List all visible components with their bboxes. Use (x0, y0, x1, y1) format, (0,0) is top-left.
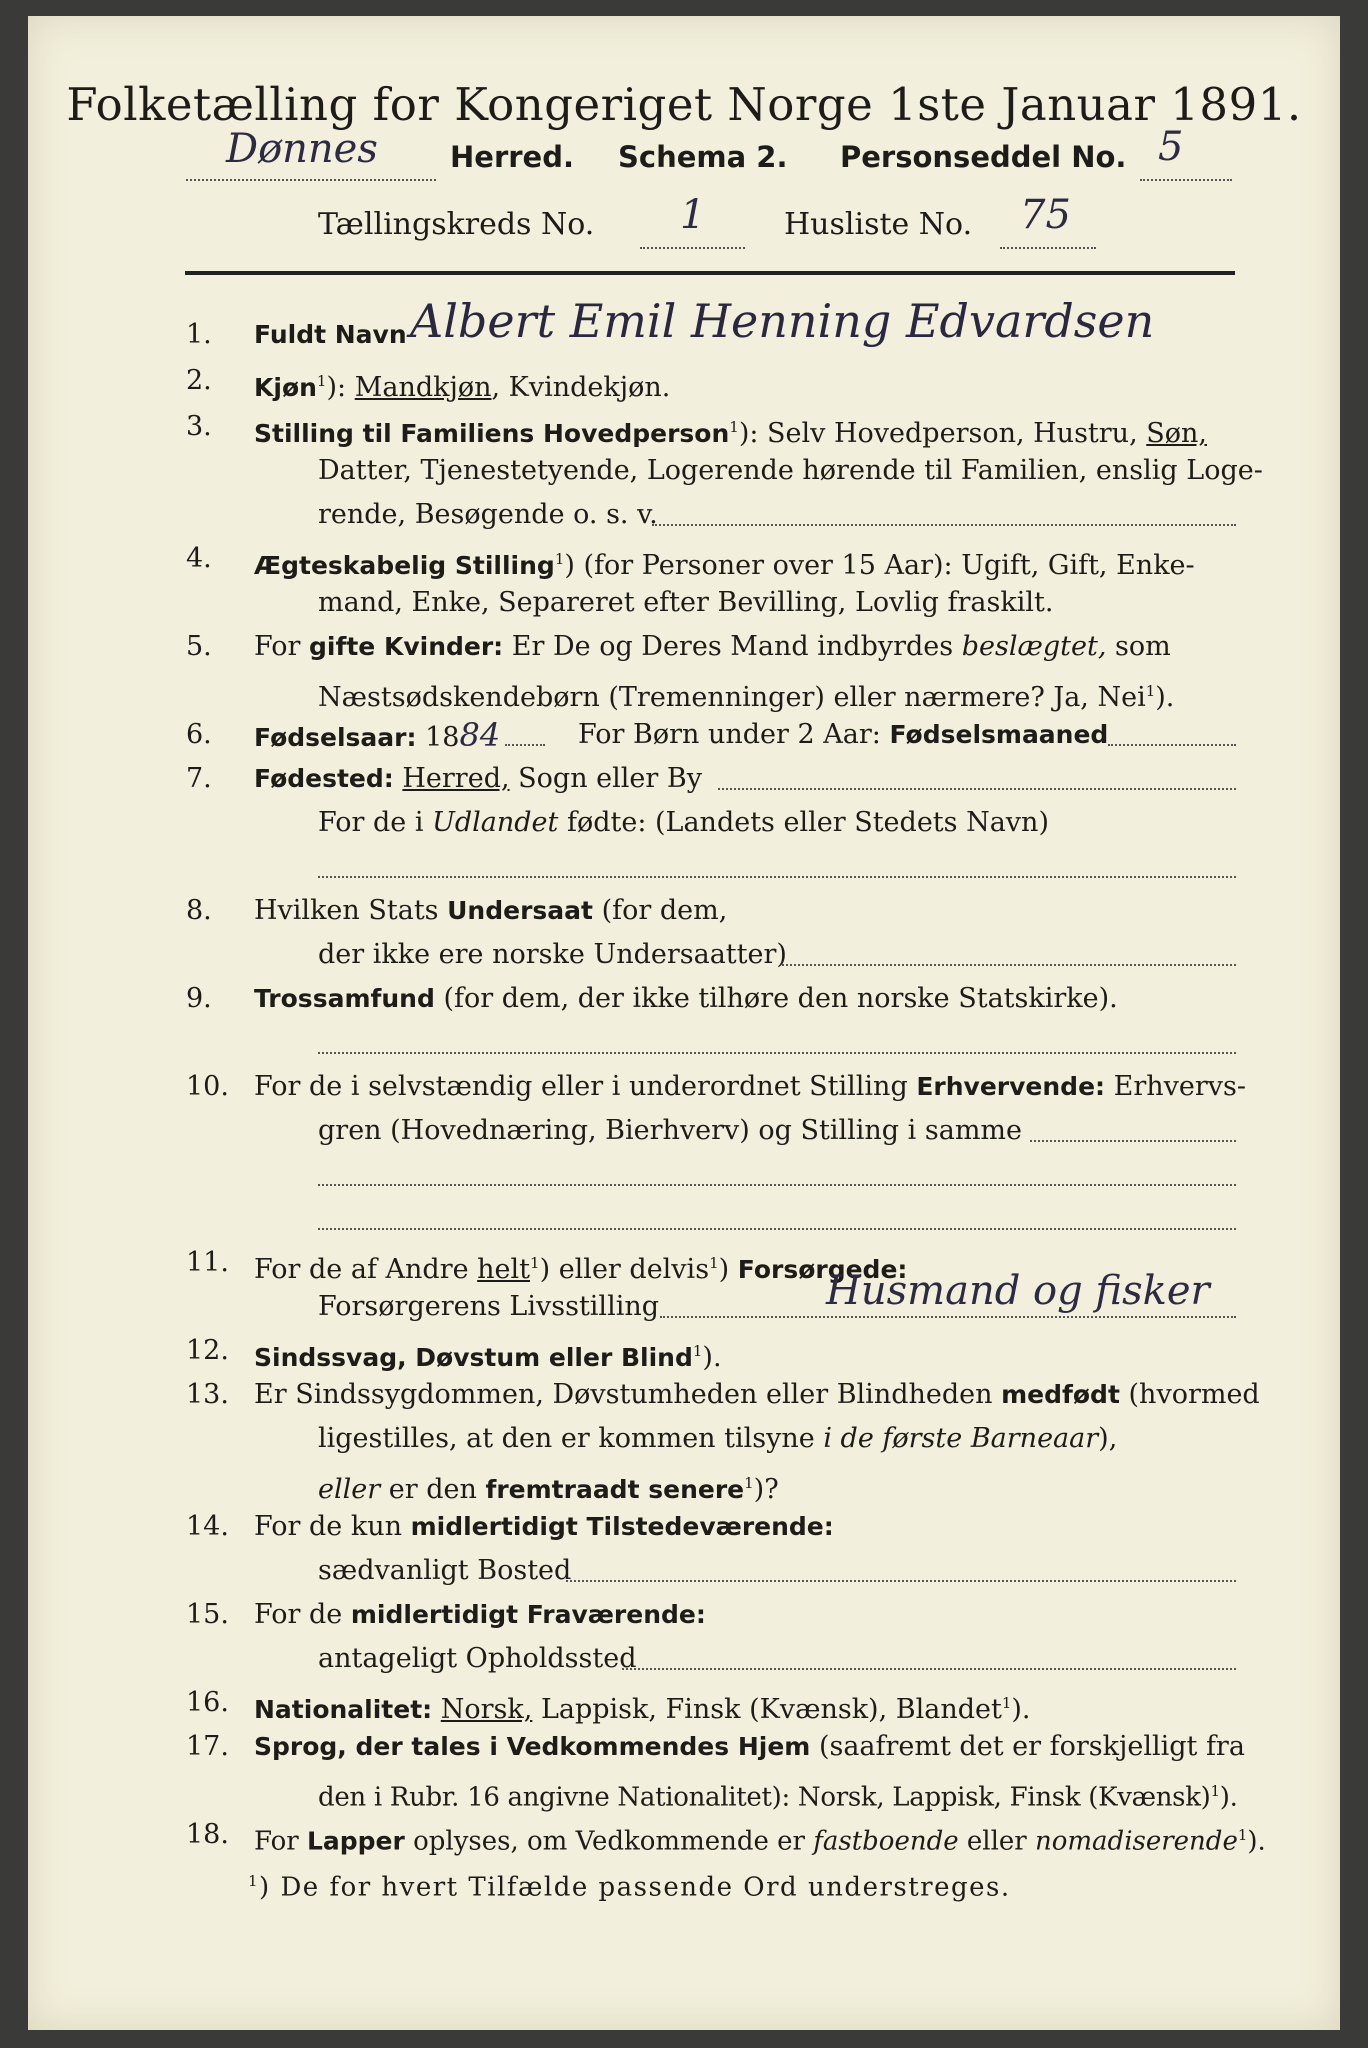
item-number: 1. (186, 319, 212, 350)
item-label: Fuldt Navn (254, 320, 407, 349)
footnote-marker: 1 (1001, 1694, 1012, 1712)
item-label: Nationalitet: (254, 1695, 433, 1724)
herred-label: Herred. (450, 140, 574, 174)
herred-value: Dønnes (226, 126, 378, 172)
footnote (248, 1872, 1011, 1903)
item-text: For de (254, 1599, 343, 1630)
item-text: For (254, 1826, 299, 1857)
husliste-value: 75 (1020, 192, 1071, 238)
personseddel-value: 5 (1158, 124, 1184, 170)
item-text: (for dem, (601, 895, 728, 926)
item-number: 12. (186, 1335, 229, 1366)
item-number: 18. (186, 1819, 229, 1850)
item-text: ). (1219, 1782, 1238, 1813)
item-text: fødte: (Landets eller Stedets Navn) (566, 807, 1049, 838)
item-text: Hvilken Stats (254, 895, 439, 926)
item-text: For (254, 631, 301, 662)
item-text: den i Rubr. 16 angivne Nationalitet): Norsk, Lappisk, Finsk (Kvænsk) (318, 1782, 1211, 1813)
dotted-fill (318, 850, 1236, 878)
item-text: (for dem, der ikke tilhøre den norske Statskirke). (443, 983, 1118, 1014)
footnote-marker: 1 (1210, 1782, 1220, 1800)
dotted-fill (1108, 718, 1236, 746)
item-label: Forsørgede: (737, 1255, 908, 1284)
item-number: 10. (186, 1071, 229, 1102)
item-text: ). (702, 1342, 722, 1373)
dotted-fill (622, 1642, 1236, 1670)
item-text: eller (318, 1474, 381, 1505)
schema-label: Schema 2. (618, 140, 788, 174)
footnote-marker: 1 (692, 1342, 703, 1360)
item-number: 3. (186, 411, 212, 442)
item-label: Fødselsaar: (254, 723, 417, 752)
item-text: Udlandet (432, 807, 559, 838)
item-text: For de af Andre (254, 1254, 469, 1285)
item-number: 15. (186, 1599, 229, 1630)
item-text: som (1115, 631, 1171, 662)
item-label: Fødested: (254, 764, 394, 793)
footnote-marker: 1 (1237, 1826, 1248, 1844)
selected-option: helt (477, 1254, 531, 1285)
item-text: , Kvindekjøn. (491, 372, 671, 403)
footnote-marker: 1 (530, 1254, 540, 1272)
item-text: oplyses, om Vedkommende er (413, 1826, 805, 1857)
footnote-marker: 1 (1145, 682, 1156, 700)
item-number: 4. (186, 543, 212, 574)
item-text: rende, Besøgende o. s. v. (318, 499, 658, 530)
item-text: For de kun (254, 1511, 402, 1542)
item-text: For de i (318, 807, 424, 838)
item-text: sædvanligt Bosted (318, 1555, 572, 1586)
dotted-fill (318, 1026, 1236, 1054)
form-title: Folketælling for Kongeriget Norge 1ste Januar 1891. (66, 78, 1302, 131)
item-label: fremtraadt senere (485, 1475, 745, 1504)
item-text: gren (Hovednæring, Bierhverv) og Stilling i samme (318, 1115, 1023, 1146)
item-label: Sindssvag, Døvstum eller Blind (254, 1343, 693, 1372)
dotted-fill (505, 718, 545, 746)
dotted-fill (566, 1554, 1236, 1582)
selected-option: Mandkjøn (354, 372, 492, 403)
item-label: midlertidigt Fraværende: (350, 1600, 706, 1629)
selected-option: Søn, (1146, 418, 1207, 449)
selected-option: Herred, (402, 763, 510, 794)
item-label: medfødt (1001, 1380, 1120, 1409)
item-text: ). (1155, 682, 1175, 713)
header-rule (185, 271, 1235, 275)
item-text: Lappisk, Finsk (Kvænsk), Blandet (540, 1694, 1002, 1725)
dotted-fill (318, 1158, 1236, 1186)
item-text: )? (753, 1474, 779, 1505)
item-text: ), (1098, 1423, 1118, 1454)
item-label: Erhvervende: (916, 1072, 1106, 1101)
footnote-marker: 1 (709, 1254, 719, 1272)
item-number: 16. (186, 1687, 229, 1718)
item-label: Undersaat (447, 896, 593, 925)
item-text: (hvormed (1128, 1379, 1260, 1410)
item-label: Stilling til Familiens Hovedperson (254, 419, 730, 448)
footnote-marker: 1 (729, 418, 739, 436)
dotted-fill (1030, 1114, 1236, 1142)
full-name-value: Albert Emil Henning Edvardsen (410, 294, 1155, 348)
item-text: ): Selv Hovedperson, Hustru, (738, 418, 1138, 449)
footnote-marker: 1 (744, 1474, 754, 1492)
item-label: Sprog, der tales i Vedkommendes Hjem (254, 1732, 811, 1761)
item-text: Datter, Tjenestetyende, Logerende hørende til Familien, enslig Loge- (318, 455, 1263, 486)
item-number: 5. (186, 631, 212, 662)
footnote-marker: 1 (248, 1872, 260, 1890)
item-number: 2. (186, 365, 212, 396)
birth-year-value: 84 (459, 716, 501, 754)
item-text: ) (718, 1254, 730, 1285)
dotted-fill (782, 938, 1236, 966)
item-text: antageligt Opholdssted (318, 1643, 637, 1674)
dotted-fill (652, 498, 1236, 526)
item-number: 13. (186, 1379, 229, 1410)
item-text: ) (for Personer over 15 Aar): Ugift, Gift, Enke- (564, 550, 1195, 581)
item-number: 8. (186, 895, 212, 926)
item-label: Trossamfund (254, 984, 435, 1013)
item-text: fastboende (813, 1826, 959, 1857)
personseddel-label: Personseddel No. (840, 140, 1127, 174)
item-number: 7. (186, 763, 212, 794)
item-label: midlertidigt Tilstedeværende: (410, 1512, 834, 1541)
item-text: Forsørgerens Livsstilling (318, 1291, 660, 1322)
dotted-fill (718, 762, 1236, 790)
item-text: Er Sindssygdommen, Døvstumheden eller Blindheden (254, 1379, 993, 1410)
item-text: Erhvervs- (1113, 1071, 1247, 1102)
dotted-fill (318, 1202, 1236, 1230)
item-text: ): (326, 372, 347, 403)
kreds-value: 1 (680, 192, 706, 238)
item-label: Kjøn (254, 373, 317, 402)
item-label: Ægteskabelig Stilling (254, 551, 555, 580)
item-number: 14. (186, 1511, 229, 1542)
item-text: For Børn under 2 Aar: (578, 719, 881, 750)
item-text: 18 (425, 722, 460, 753)
item-text: (saafremt det er forskjelligt fra (818, 1731, 1245, 1762)
item-label: Lapper (306, 1826, 405, 1856)
item-text: Sogn eller By (518, 763, 702, 794)
item-number: 17. (186, 1731, 229, 1762)
item-number: 9. (186, 983, 212, 1014)
provider-occupation-value: Husmand og fisker (826, 1268, 1210, 1314)
item-text: ) eller delvis (539, 1254, 710, 1285)
item-text: For de i selvstændig eller i underordnet Stilling (254, 1071, 908, 1102)
kreds-label: Tællingskreds No. (318, 207, 595, 242)
footnote-text: ) De for hvert Tilfælde passende Ord understreges. (259, 1872, 1011, 1903)
item-number: 11. (186, 1247, 229, 1278)
item-text: der ikke ere norske Undersaatter) (318, 939, 787, 970)
item-label: gifte Kvinder: (309, 632, 504, 661)
item-number: 6. (186, 719, 212, 750)
footnote-marker: 1 (554, 550, 565, 568)
item-text: er den (388, 1474, 477, 1505)
item-text: Er De og Deres Mand indbyrdes (511, 631, 954, 662)
item-text: mand, Enke, Separeret efter Bevilling, Lovlig fraskilt. (318, 587, 1054, 618)
item-text: eller (966, 1826, 1027, 1857)
item-text: i de første Barneaar (823, 1423, 1099, 1454)
item-text: ). (1247, 1826, 1266, 1857)
item-text: Næstsødskendebørn (Tremenninger) eller nærmere? Ja, Nei (318, 682, 1146, 713)
footnote-marker: 1 (316, 372, 327, 390)
item-text: beslægtet, (961, 631, 1107, 662)
selected-option: Norsk, (440, 1694, 533, 1725)
item-text: nomadiserende (1035, 1826, 1238, 1857)
item-text: ligestilles, at den er kommen tilsyne (318, 1423, 815, 1454)
item-label: Fødselsmaaned (889, 720, 1109, 749)
item-text: ). (1011, 1694, 1031, 1725)
husliste-label: Husliste No. (784, 207, 973, 242)
